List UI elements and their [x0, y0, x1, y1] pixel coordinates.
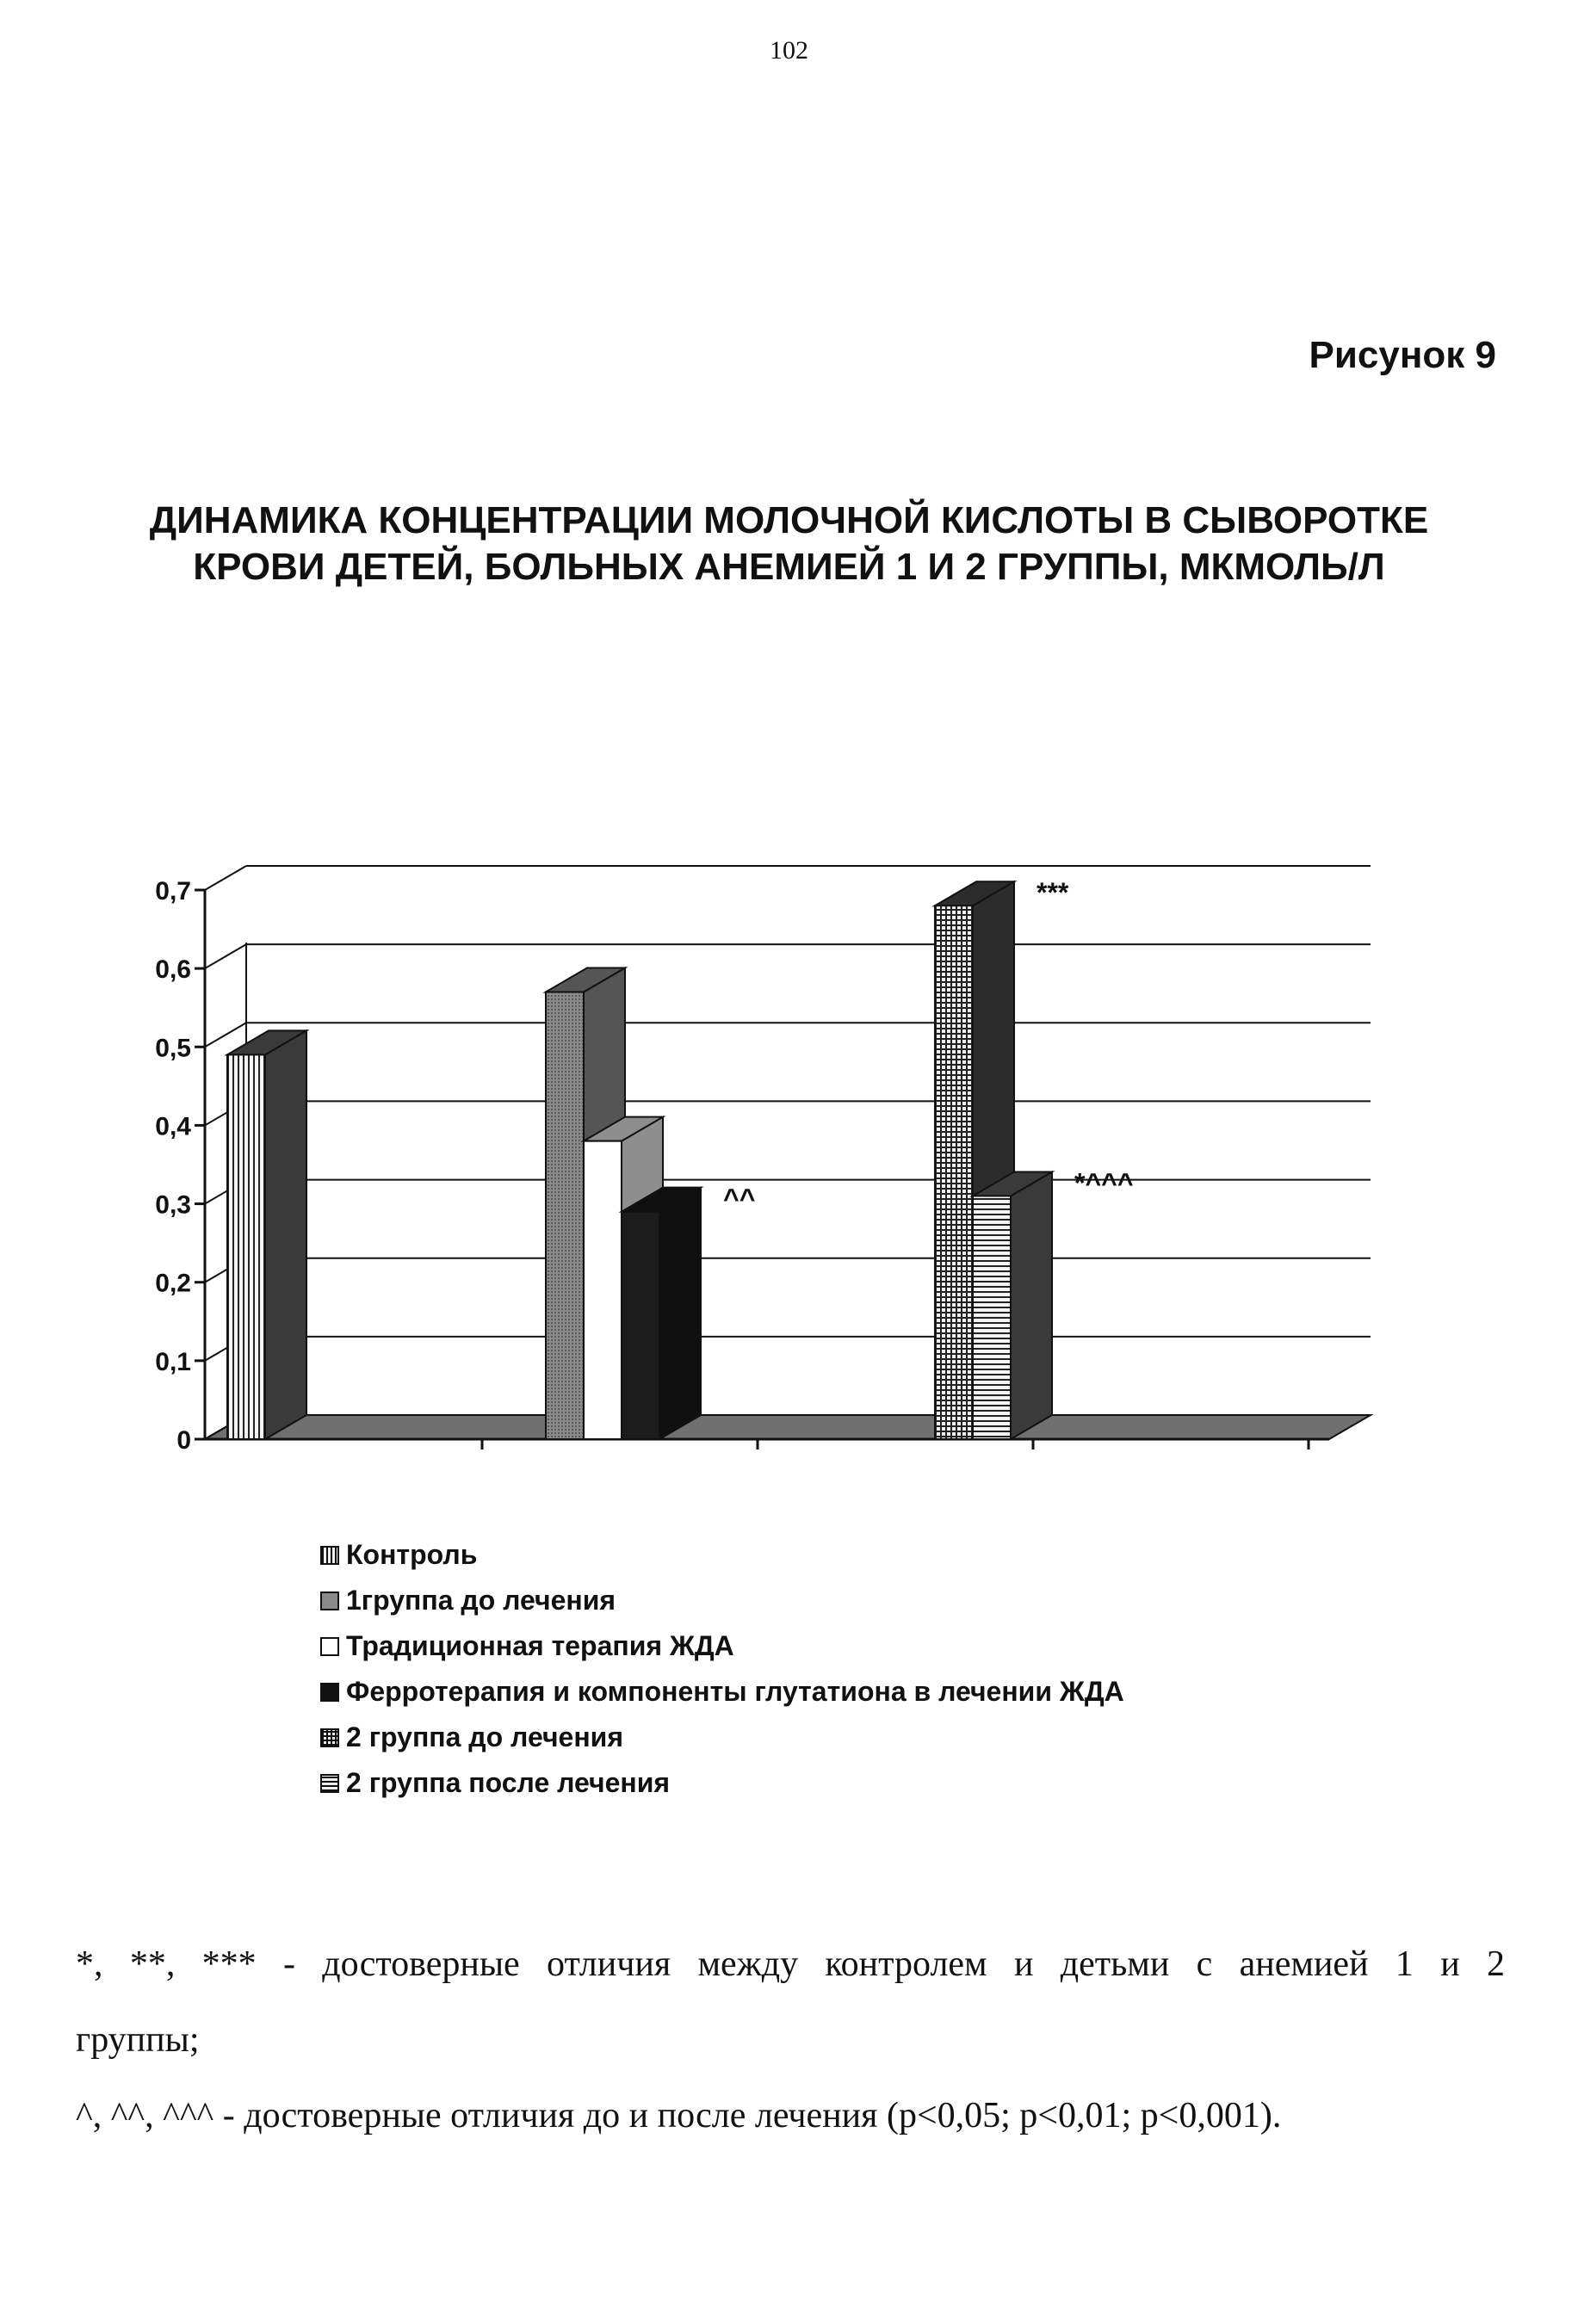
bar [546, 992, 584, 1439]
legend-swatch [320, 1683, 339, 1702]
y-tick-label: 0,4 [155, 1112, 191, 1141]
y-tick-label: 0,3 [155, 1190, 191, 1220]
bar-annotation: ^^ [723, 1183, 756, 1215]
bar [973, 1196, 1011, 1439]
gridline-side [205, 1023, 246, 1047]
legend-item [320, 1532, 1124, 1578]
legend-item [320, 1578, 1124, 1623]
bar-side [265, 1030, 306, 1439]
legend-label: 1группа до лечения [346, 1585, 616, 1616]
legend-item [320, 1760, 1124, 1806]
y-tick-label: 0,2 [155, 1269, 191, 1298]
chart-title-line-2: КРОВИ ДЕТЕЙ, БОЛЬНЫХ АНЕМИЕЙ 1 И 2 ГРУППЫ, МКМОЛЬ/Л [193, 546, 1385, 588]
footnotes [76, 1926, 1505, 2154]
legend-label: Контроль [346, 1539, 478, 1570]
bar-annotation: *** [1037, 877, 1069, 909]
legend-swatch [320, 1592, 339, 1610]
bar [584, 1141, 622, 1439]
bar-side [1011, 1171, 1052, 1439]
legend-swatch [320, 1637, 339, 1656]
legend-label: Ферротерапия и компоненты глутатиона в лечении ЖДА [346, 1676, 1124, 1707]
legend-swatch [320, 1774, 339, 1793]
chart-legend [320, 1532, 1124, 1806]
y-tick-label: 0 [176, 1426, 191, 1455]
legend-item [320, 1623, 1124, 1669]
y-tick-label: 0,6 [155, 955, 191, 985]
footnote-significance-treatment: ^, ^^, ^^^ - достоверные отличия до и после лечения (p<0,05; p<0,01; p<0,001). [76, 2096, 1282, 2135]
legend-item [320, 1669, 1124, 1715]
chart-title-line-1: ДИНАМИКА КОНЦЕНТРАЦИИ МОЛОЧНОЙ КИСЛОТЫ В СЫВОРОТКЕ [149, 499, 1429, 541]
legend-label: 2 группа после лечения [346, 1767, 671, 1798]
legend-swatch [320, 1728, 339, 1747]
legend-label: 2 группа до лечения [346, 1721, 623, 1752]
bar [622, 1212, 659, 1439]
bar-annotation: *^^^ [1074, 1167, 1134, 1199]
gridline-side [205, 944, 246, 968]
y-tick-label: 0,5 [155, 1034, 191, 1063]
figure-label: Рисунок 9 [1309, 334, 1496, 376]
legend-item [320, 1715, 1124, 1760]
legend-swatch [320, 1546, 339, 1565]
bar-side [659, 1188, 701, 1439]
footnote-significance-control: *, **, *** - достоверные отличия между контролем и детьми с анемией 1 и 2 [76, 1944, 1505, 1984]
bar [227, 1054, 265, 1439]
page-number: 102 [770, 36, 808, 65]
footnote-significance-control-cont: группы; [76, 2020, 200, 2060]
bar [935, 905, 973, 1439]
y-tick-label: 0,1 [155, 1347, 191, 1376]
y-tick-label: 0,7 [155, 877, 191, 905]
legend-label: Традиционная терапия ЖДА [346, 1630, 734, 1661]
gridline-side [205, 866, 246, 890]
chart-floor [205, 1415, 1371, 1439]
